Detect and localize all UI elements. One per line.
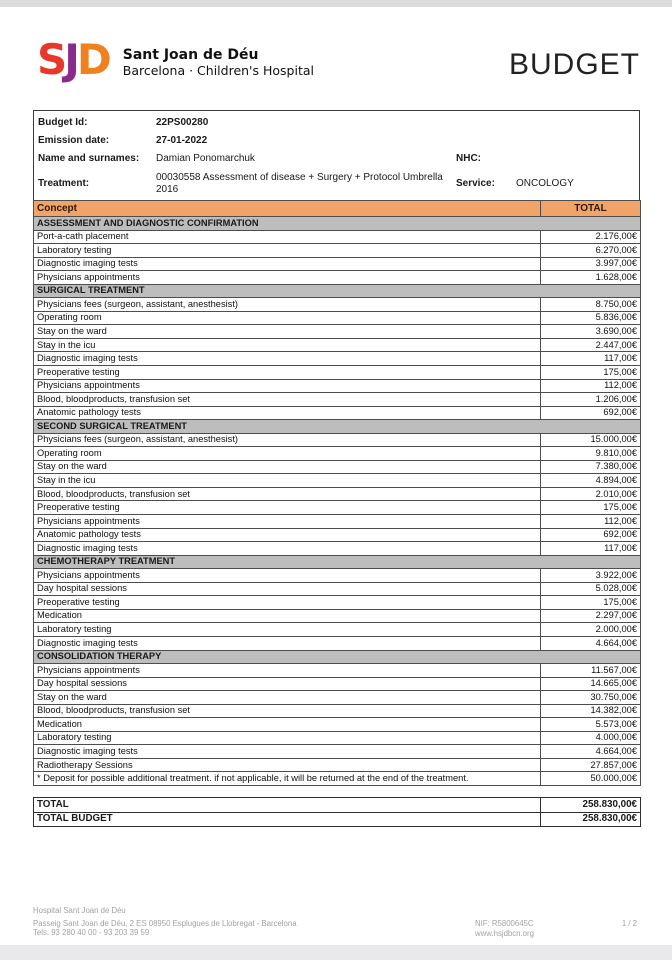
- hospital-logo: [37, 36, 314, 84]
- concept-cell: * Deposit for possible additional treatment. if not applicable, it will be returned at the end of the treatment.: [34, 772, 541, 786]
- patient-name-label: Name and surnames:: [38, 152, 140, 164]
- total-cell: 1.628,00€: [541, 271, 641, 285]
- table-row: [34, 257, 641, 271]
- total-cell: 1.206,00€: [541, 393, 641, 407]
- concept-cell: Physicians fees (surgeon, assistant, anesthesist): [34, 298, 541, 312]
- concept-cell: Port-a-cath placement: [34, 230, 541, 244]
- total-cell: 50.000,00€: [541, 772, 641, 786]
- totals-table: [33, 797, 641, 827]
- concept-column-header: Concept: [34, 201, 541, 217]
- total-cell: 175,00€: [541, 366, 641, 380]
- concept-cell: Day hospital sessions: [34, 677, 541, 691]
- total-cell: 5.836,00€: [541, 311, 641, 325]
- footer-nif: NIF: R5800645C: [475, 919, 534, 928]
- section-title: SURGICAL TREATMENT: [34, 284, 641, 298]
- concept-cell: Physicians appointments: [34, 664, 541, 678]
- table-row: [34, 664, 641, 678]
- total-cell: 4.000,00€: [541, 731, 641, 745]
- table-row: [34, 474, 641, 488]
- total-label-cell: TOTAL: [34, 798, 541, 813]
- concept-cell: Medication: [34, 718, 541, 732]
- service-label: Service:: [456, 178, 495, 189]
- treatment-value: 00030558 Assessment of disease + Surgery + Protocol Umbrella 2016: [156, 171, 443, 195]
- table-row: [34, 487, 641, 501]
- total-cell: 5.573,00€: [541, 718, 641, 732]
- total-value-cell: 258.830,00€: [541, 812, 641, 827]
- page-number: 1 / 2: [621, 919, 637, 928]
- table-row: [34, 244, 641, 258]
- total-cell: 175,00€: [541, 596, 641, 610]
- section-header-row: [34, 555, 641, 569]
- table-row: [34, 393, 641, 407]
- concept-cell: Anatomic pathology tests: [34, 406, 541, 420]
- document-footer: [33, 906, 640, 938]
- info-row-emission-date: [34, 131, 639, 149]
- concept-cell: Preoperative testing: [34, 501, 541, 515]
- total-cell: 2.000,00€: [541, 623, 641, 637]
- concept-cell: Laboratory testing: [34, 244, 541, 258]
- concept-cell: Preoperative testing: [34, 596, 541, 610]
- total-column-header: TOTAL: [541, 201, 641, 217]
- total-cell: 11.567,00€: [541, 664, 641, 678]
- nhc-label: NHC:: [456, 152, 481, 164]
- total-cell: 692,00€: [541, 528, 641, 542]
- total-cell: 2.447,00€: [541, 338, 641, 352]
- patient-name-value: Damian Ponomarchuk: [156, 152, 255, 164]
- total-cell: 4.664,00€: [541, 745, 641, 759]
- total-cell: 27.857,00€: [541, 758, 641, 772]
- total-cell: 4.664,00€: [541, 636, 641, 650]
- footer-phones: Tels. 93 280 40 00 - 93 203 39 59: [33, 928, 150, 937]
- table-row: [34, 772, 641, 786]
- budget-table-body: [34, 217, 641, 786]
- section-title: SECOND SURGICAL TREATMENT: [34, 420, 641, 434]
- concept-cell: Physicians appointments: [34, 515, 541, 529]
- total-cell: 2.176,00€: [541, 230, 641, 244]
- concept-cell: Stay on the ward: [34, 460, 541, 474]
- concept-cell: Physicians appointments: [34, 569, 541, 583]
- total-cell: 14.665,00€: [541, 677, 641, 691]
- table-row: [34, 271, 641, 285]
- concept-cell: Operating room: [34, 447, 541, 461]
- concept-cell: Stay on the ward: [34, 691, 541, 705]
- footer-address: Passeig Sant Joan de Déu, 2 ES 08950 Esplugues de Llobregat - Barcelona: [33, 918, 297, 928]
- table-row: [34, 596, 641, 610]
- total-cell: 8.750,00€: [541, 298, 641, 312]
- service-value: ONCOLOGY: [516, 178, 574, 189]
- table-row: [34, 636, 641, 650]
- table-row: [34, 379, 641, 393]
- section-header-row: [34, 650, 641, 664]
- footer-fiscal-block: [475, 919, 534, 938]
- concept-cell: Medication: [34, 609, 541, 623]
- concept-cell: Diagnostic imaging tests: [34, 542, 541, 556]
- total-cell: 9.810,00€: [541, 447, 641, 461]
- emission-date-label: Emission date:: [38, 134, 110, 146]
- section-title: CHEMOTHERAPY TREATMENT: [34, 555, 641, 569]
- table-header-row: [34, 201, 641, 217]
- info-row-name: [34, 149, 639, 167]
- section-title: CONSOLIDATION THERAPY: [34, 650, 641, 664]
- table-row: [34, 704, 641, 718]
- table-row: [34, 366, 641, 380]
- table-row: [34, 623, 641, 637]
- total-cell: 3.922,00€: [541, 569, 641, 583]
- concept-cell: Stay on the ward: [34, 325, 541, 339]
- concept-cell: Diagnostic imaging tests: [34, 257, 541, 271]
- table-row: [34, 758, 641, 772]
- table-row: [34, 230, 641, 244]
- table-row: [34, 582, 641, 596]
- table-row: [34, 460, 641, 474]
- concept-cell: Blood, bloodproducts, transfusion set: [34, 487, 541, 501]
- section-header-row: [34, 420, 641, 434]
- page-title: BUDGET: [508, 48, 640, 81]
- total-cell: 2.297,00€: [541, 609, 641, 623]
- table-row: [34, 569, 641, 583]
- total-row: [34, 812, 641, 827]
- budget-id-label: Budget Id:: [38, 116, 88, 128]
- total-cell: 5.028,00€: [541, 582, 641, 596]
- concept-cell: Stay in the icu: [34, 338, 541, 352]
- total-cell: 117,00€: [541, 352, 641, 366]
- concept-cell: Day hospital sessions: [34, 582, 541, 596]
- table-row: [34, 528, 641, 542]
- emission-date-value: 27-01-2022: [156, 134, 208, 146]
- total-label-cell: TOTAL BUDGET: [34, 812, 541, 827]
- document-header: [33, 36, 640, 96]
- concept-cell: Preoperative testing: [34, 366, 541, 380]
- footer-hospital-name: Hospital Sant Joan de Déu: [33, 906, 126, 915]
- hospital-name: Sant Joan de Déu: [122, 46, 259, 63]
- table-row: [34, 718, 641, 732]
- logo-text: [123, 43, 314, 78]
- concept-cell: Diagnostic imaging tests: [34, 352, 541, 366]
- table-row: [34, 677, 641, 691]
- total-cell: 3.997,00€: [541, 257, 641, 271]
- photo-edge-top: [0, 0, 672, 7]
- section-title: ASSESSMENT AND DIAGNOSTIC CONFIRMATION: [34, 217, 641, 231]
- total-cell: 4.894,00€: [541, 474, 641, 488]
- table-row: [34, 338, 641, 352]
- concept-cell: Stay in the icu: [34, 474, 541, 488]
- concept-cell: Radiotherapy Sessions: [34, 758, 541, 772]
- total-cell: 7.380,00€: [541, 460, 641, 474]
- table-row: [34, 433, 641, 447]
- concept-cell: Laboratory testing: [34, 731, 541, 745]
- table-row: [34, 311, 641, 325]
- total-cell: 117,00€: [541, 542, 641, 556]
- logo-letters: [37, 36, 109, 84]
- table-row: [34, 298, 641, 312]
- table-row: [34, 745, 641, 759]
- table-row: [34, 731, 641, 745]
- concept-cell: Diagnostic imaging tests: [34, 745, 541, 759]
- concept-cell: Physicians appointments: [34, 271, 541, 285]
- table-row: [34, 542, 641, 556]
- total-cell: 2.010,00€: [541, 487, 641, 501]
- hospital-subtitle: Barcelona · Children's Hospital: [122, 62, 314, 78]
- total-value-cell: 258.830,00€: [541, 798, 641, 813]
- concept-cell: Operating room: [34, 311, 541, 325]
- total-cell: 30.750,00€: [541, 691, 641, 705]
- concept-cell: Physicians fees (surgeon, assistant, anesthesist): [34, 433, 541, 447]
- info-row-treatment: [34, 167, 639, 200]
- total-cell: 692,00€: [541, 406, 641, 420]
- total-row: [34, 798, 641, 813]
- table-row: [34, 515, 641, 529]
- concept-cell: Laboratory testing: [34, 623, 541, 637]
- budget-info-box: [33, 110, 640, 204]
- total-cell: 175,00€: [541, 501, 641, 515]
- table-row: [34, 501, 641, 515]
- table-row: [34, 325, 641, 339]
- table-row: [34, 406, 641, 420]
- total-cell: 112,00€: [541, 379, 641, 393]
- total-cell: 15.000,00€: [541, 433, 641, 447]
- logo-letter: J: [64, 35, 77, 84]
- info-row-budget-id: [34, 113, 639, 131]
- table-row: [34, 352, 641, 366]
- section-header-row: [34, 284, 641, 298]
- totals-table-body: [34, 798, 641, 827]
- total-cell: 14.382,00€: [541, 704, 641, 718]
- treatment-label: Treatment:: [38, 178, 90, 189]
- total-cell: 112,00€: [541, 515, 641, 529]
- total-cell: 3.690,00€: [541, 325, 641, 339]
- budget-table: [33, 200, 641, 786]
- total-cell: 6.270,00€: [541, 244, 641, 258]
- logo-letter: D: [76, 35, 109, 84]
- footer-website: www.hsjdbcn.org: [475, 928, 534, 938]
- section-header-row: [34, 217, 641, 231]
- table-row: [34, 691, 641, 705]
- concept-cell: Blood, bloodproducts, transfusion set: [34, 704, 541, 718]
- logo-letter: S: [37, 35, 65, 84]
- concept-cell: Diagnostic imaging tests: [34, 636, 541, 650]
- concept-cell: Anatomic pathology tests: [34, 528, 541, 542]
- table-row: [34, 447, 641, 461]
- budget-id-value: 22PS00280: [156, 116, 209, 128]
- photo-edge-bottom: [0, 945, 672, 960]
- table-row: [34, 609, 641, 623]
- concept-cell: Blood, bloodproducts, transfusion set: [34, 393, 541, 407]
- concept-cell: Physicians appointments: [34, 379, 541, 393]
